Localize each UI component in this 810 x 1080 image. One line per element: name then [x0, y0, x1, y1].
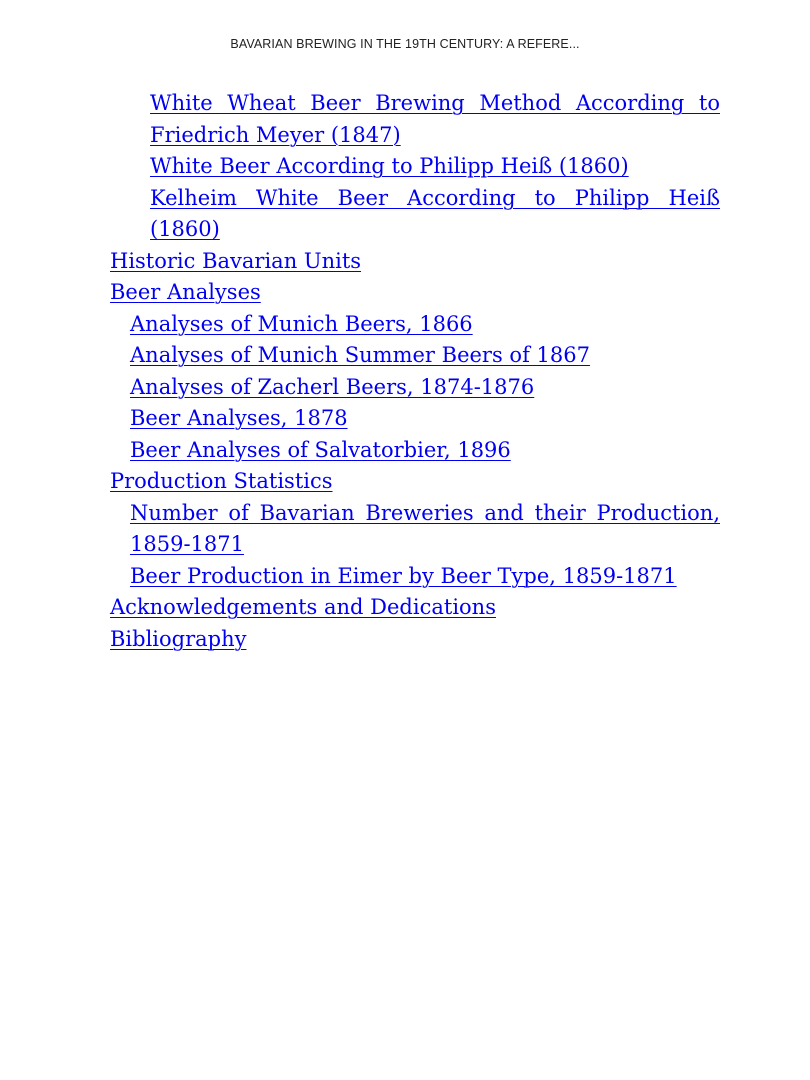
table-of-contents: [110, 88, 720, 655]
toc-link-munich-beers-1866[interactable]: Analyses of Munich Beers, 1866: [130, 311, 473, 336]
toc-item: [110, 561, 720, 593]
toc-link-beer-analyses[interactable]: Beer Analyses: [110, 280, 261, 304]
toc-link-acknowledgements[interactable]: Acknowledgements and Dedications: [110, 595, 496, 619]
toc-item: [110, 466, 720, 498]
toc-link-kelheim-white-beer-heiss[interactable]: Kelheim White Beer According to Philipp Heiß (1860): [150, 185, 720, 241]
toc-link-salvatorbier-1896[interactable]: Beer Analyses of Salvatorbier, 1896: [130, 437, 511, 462]
toc-item: [110, 498, 720, 561]
toc-item: [110, 372, 720, 404]
toc-link-bibliography[interactable]: Bibliography: [110, 626, 247, 651]
toc-link-beer-analyses-1878[interactable]: Beer Analyses, 1878: [130, 406, 348, 430]
toc-item: [110, 151, 720, 183]
toc-item: [110, 88, 720, 151]
toc-item: [110, 309, 720, 341]
toc-link-historic-bavarian-units[interactable]: Historic Bavarian Units: [110, 248, 362, 273]
toc-item: [110, 403, 720, 435]
running-header-title: BAVARIAN BREWING IN THE 19TH CENTURY: A REFERE...: [230, 37, 580, 51]
toc-item: [110, 435, 720, 467]
toc-item: [110, 340, 720, 372]
toc-item: [110, 624, 720, 656]
toc-item: [110, 183, 720, 246]
toc-link-white-beer-heiss[interactable]: White Beer According to Philipp Heiß (1860): [150, 154, 629, 178]
toc-item: [110, 592, 720, 624]
toc-item: [110, 277, 720, 309]
toc-link-white-wheat-beer-meyer[interactable]: White Wheat Beer Brewing Method According to Friedrich Meyer (1847): [150, 91, 720, 147]
toc-item: [110, 246, 720, 278]
toc-link-zacherl-beers[interactable]: Analyses of Zacherl Beers, 1874-1876: [130, 374, 535, 399]
toc-link-beer-production-eimer[interactable]: Beer Production in Eimer by Beer Type, 1859-1871: [130, 563, 677, 588]
toc-link-production-statistics[interactable]: Production Statistics: [110, 469, 333, 493]
toc-link-munich-summer-beers-1867[interactable]: Analyses of Munich Summer Beers of 1867: [130, 343, 590, 367]
toc-link-number-of-breweries[interactable]: Number of Bavarian Breweries and their Production, 1859-1871: [130, 500, 720, 556]
